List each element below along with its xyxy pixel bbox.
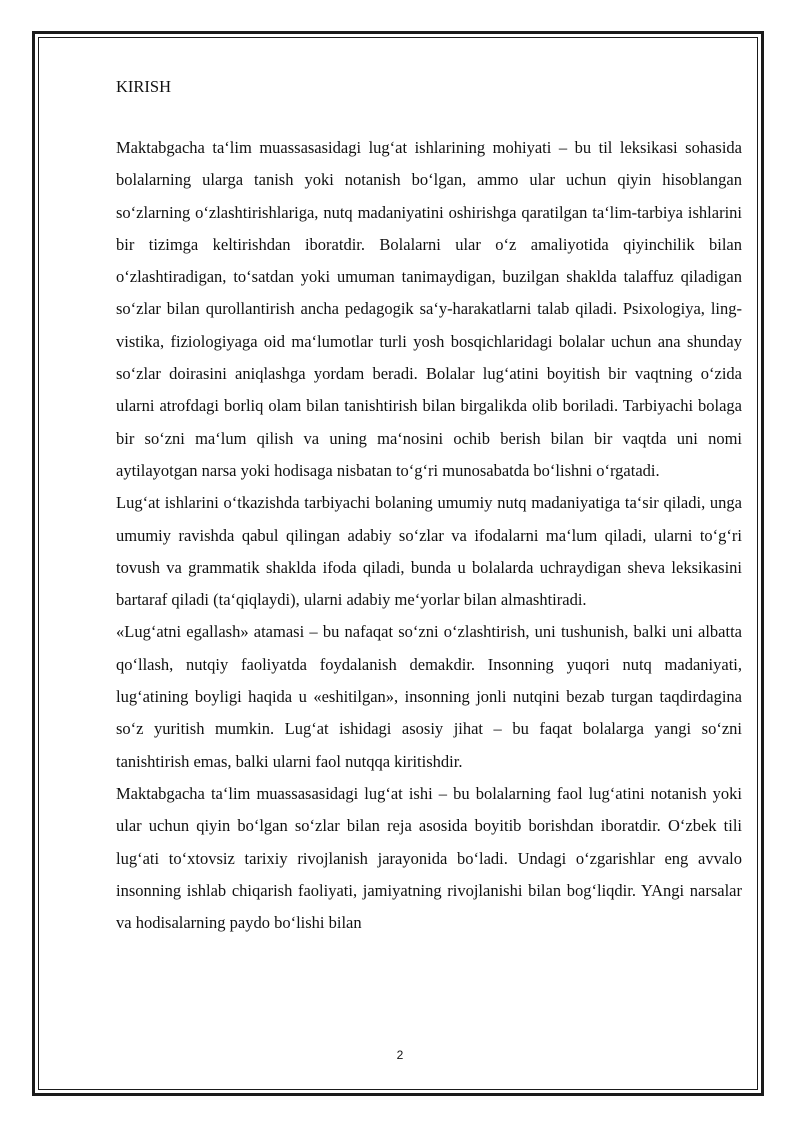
document-body (116, 74, 742, 939)
paragraph-2: Lug‘at ishlarini o‘tkazishda tarbiyachi bolaning umumiy nutq madaniyatiga ta‘sir qiladi, unga umumiy ravishda qabul qilingan adabiy so‘zlar va ifodalarni ma‘lum qiladi, ularni to‘g‘ri tovush va grammatik shaklda ifoda qiladi, bunda u bolalarda uchraydigan sheva leksikasini bartaraf qiladi (ta‘qiqlaydi), ularni adabiy me‘yorlar bilan almashtiradi. (116, 493, 742, 610)
paragraph-1: Maktabgacha ta‘lim muassasasidagi lug‘at ishlarining mohiyati – bu til leksikasi sohasida bolalarning ularga tanish yoki notanish bo‘lgan, ammo ular uchun qiyin hisoblangan so‘zlarning o‘zlashtirishlariga, nutq madaniyatini oshirishga qaratilgan ta‘lim-tarbiya ishlarini bir tizimga keltirishdan iboratdir. Bolalarni ular o‘z amaliyotida qiyinchilik bilan o‘zlashtiradigan, to‘satdan yoki umuman tanimaydigan, buzilgan shaklda talaffuz qiladigan so‘zlar bilan qurollantirish ancha pedagogik sa‘y-harakatlarni talab qiladi. Psixologiya, ling-vistika, fiziologiyaga oid ma‘lumotlar turli yosh bosqichlaridagi bolalar uchun ana shunday so‘zlar doirasini aniqlashga yordam beradi. Bolalar lug‘atini boyitish bir vaqtning o‘zida ularni atrofdagi borliq olam bilan tanishtirish bilan birgalikda olib boriladi. Tarbiyachi bolaga bir so‘zni ma‘lum qilish va uning ma‘nosini ochib berish bilan bir vaqtda uni nomi aytilayotgan narsa yoki hodisaga nisbatan to‘g‘ri munosabatda bo‘lishni o‘rgatadi. (116, 138, 742, 480)
paragraph-3: «Lug‘atni egallash» atamasi – bu nafaqat so‘zni o‘zlashtirish, uni tushunish, balki uni albatta qo‘llash, nutqiy faoliyatda foydalanish demakdir. Insonning yuqori nutq madaniyati, lug‘atining boyligi haqida u «eshitilgan», insonning jonli nutqini bezab turgan taqdirdagina so‘z yuritish mumkin. Lug‘at ishidagi asosiy jihat – bu faqat bolalarga yangi so‘zni tanishtirish emas, balki ularni faol nutqqa kiritishdir. (116, 622, 742, 771)
paragraph-4: Maktabgacha ta‘lim muassasasidagi lug‘at ishi – bu bolalarning faol lug‘atini notanish yoki ular uchun qiyin bo‘lgan so‘zlar bilan reja asosida boyitib borishdan iboratdir. O‘zbek tili lug‘ati to‘xtovsiz tarixiy rivojlanish jarayonida bo‘ladi. Undagi o‘zgarishlar eng avvalo insonning ishlab chiqarish faoliyati, jamiyatning rivojlanishi bilan bog‘liqdir. YAngi narsalar va hodisalarning paydo bo‘lishi bilan (116, 783, 742, 933)
section-heading: KIRISH (116, 77, 172, 96)
page-number: 2 (396, 1048, 404, 1062)
